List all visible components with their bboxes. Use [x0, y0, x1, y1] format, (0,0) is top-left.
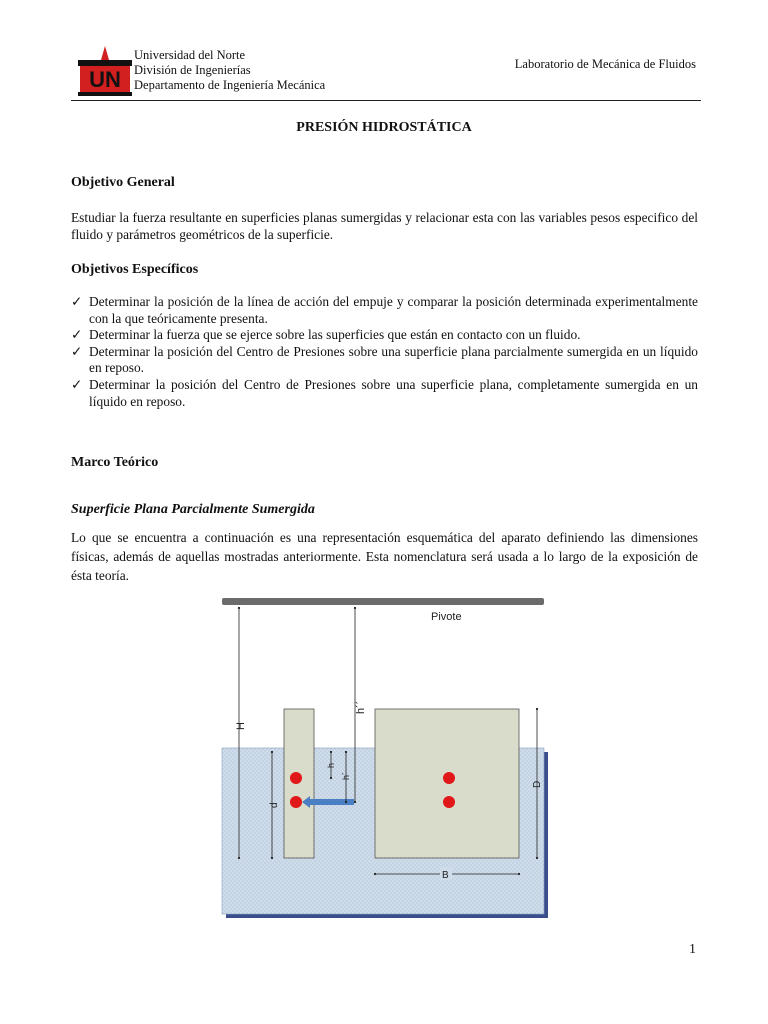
heading-marco-teorico: Marco Teórico: [71, 455, 159, 470]
list-item-text: Determinar la posición del Centro de Presiones sobre una superficie plana parcialmente sumergida en un líquido en reposo.: [89, 343, 698, 376]
list-item-text: Determinar la posición del Centro de Presiones sobre una superficie plana, completamente sumergida en un líquido en reposo.: [89, 376, 698, 409]
label-B: B: [442, 870, 449, 881]
list-item: [71, 344, 698, 377]
check-icon: ✓: [71, 376, 83, 392]
label-h-double-prime: h´´: [355, 700, 367, 714]
list-item-text: Determinar la posición de la línea de acción del empuje y comparar la posición determinada experimentalmente con la que teóricamente presenta.: [89, 294, 698, 326]
institution-line-division: División de Ingenierías: [134, 63, 251, 77]
institution-block: [134, 48, 325, 93]
logo-black-base: [78, 92, 132, 96]
institution-line-university: Universidad del Norte: [134, 48, 246, 62]
pressure-center-dot: [290, 772, 302, 784]
page-number: 1: [689, 942, 696, 957]
lab-name: Laboratorio de Mecánica de Fluidos: [514, 57, 696, 71]
list-item: [71, 327, 698, 344]
university-logo: [76, 46, 134, 98]
block-dot: [443, 772, 455, 784]
label-h-prime: h´: [341, 771, 351, 780]
list-item-text: Determinar la fuerza que se ejerce sobre las superficies que están en contacto con un fluido.: [89, 327, 581, 343]
label-H: H: [235, 722, 247, 730]
list-item: [71, 377, 698, 410]
heading-objetivo-general: Objetivo General: [71, 175, 175, 190]
paragraph-marco-teorico: Lo que se encuentra a continuación es una representación esquemática del aparato definiendo las dimensiones físicas, además de aquellas mostradas anteriormente. Esta nomenclatura será usada a lo largo de la exposición de ésta teoría.: [71, 530, 698, 583]
heading-objetivos-especificos: Objetivos Específicos: [71, 262, 199, 277]
document-title: PRESIÓN HIDROSTÁTICA: [296, 120, 472, 135]
pivot-bar: [222, 598, 544, 605]
check-icon: ✓: [71, 294, 83, 309]
logo-black-bar: [78, 60, 132, 66]
thin-plate: [284, 709, 314, 858]
pressure-center-dot: [290, 796, 302, 808]
block-dot: [443, 796, 455, 808]
label-h: h: [326, 762, 336, 768]
pivot-label: Pivote: [431, 611, 462, 623]
subheading-superficie-plana: Superficie Plana Parcialmente Sumergida: [71, 502, 315, 517]
list-item: [71, 294, 698, 327]
objectives-list: [71, 294, 698, 410]
label-d: d: [269, 802, 280, 808]
paragraph-objetivo-general: Estudiar la fuerza resultante en superficies planas sumergidas y relacionar esta con las variables pesos especifico del fluido y parámetros geométricos de la superficie.: [71, 210, 698, 242]
check-icon: ✓: [71, 343, 83, 359]
header-divider: [71, 100, 701, 101]
logo-text: UN: [89, 67, 121, 92]
apparatus-diagram: [218, 596, 548, 918]
institution-line-department: Departamento de Ingeniería Mecánica: [134, 78, 326, 92]
label-D: D: [532, 780, 543, 788]
logo-red-peak: [101, 46, 109, 60]
check-icon: ✓: [71, 327, 83, 343]
